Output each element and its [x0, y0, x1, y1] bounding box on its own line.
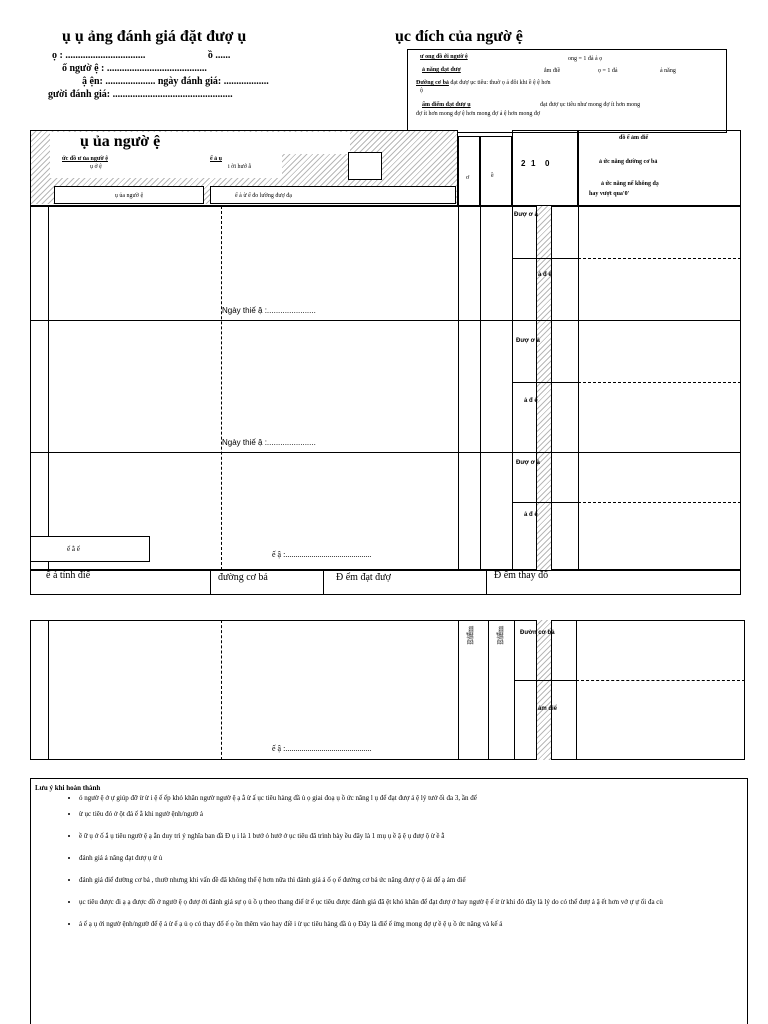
note-item: • đánh giá ả năng đạt đượ ụ ừ ủ: [79, 854, 733, 862]
scale-0: 0: [545, 159, 550, 168]
note-item: • ả ế ạ ụ ới ngườ ệnh/ngườ để ệ ả ừ ể ạ ủ ọ có thay đổ ế ọ ồn thêm vào hay điề i ừ ục tiêu hàng đầ ủ ọ Đây là điể ế ừng mong đợ ự ề ệ ụ ồ ức năng và kế ả: [79, 920, 733, 928]
vertical-label-b: Điểm: [496, 626, 505, 645]
legend-row-4: ẩm điểm đạt đượ ụ: [422, 102, 471, 108]
footer-achieved: Đ ểm đạt đượ: [336, 572, 391, 583]
section-subtitle-right: ể ả ụ: [210, 156, 222, 162]
summary-box: ế ằ ế: [30, 536, 150, 562]
legend-row-3: Đường cơ bả đạt đượ ục tiêu: thuờ ọ ả đôi khi ề ệ ệ hơn: [416, 80, 551, 86]
note-item: • ó ngườ ệ ở ự giúp đỡ ừ ừ i ệ ế ếp khó khăn ngườ ngườ ệ ạ ằ ừ ấ ục tiêu hàng đầ ủ ọ giai đoạ ụ ồ ức năng l ụ để đạt đượ ả ệ lý tưở ối đa 3, ần để: [79, 794, 733, 802]
note-item: • đánh giá điể đường cơ bả , thườ nhưng khi vấn đề đã không thể ệ hơn nữa thì đánh giá ả ố ọ ể đường cơ bả ức năng đượ ợ ộ ải để ạ ảm điể: [79, 876, 733, 884]
goal-table: ụ ủa ngườ ệ ức đồ ư ủa ngườ ệ ụ ở ệ ể ả ụ i ời hướ ẫ ụ ủa ngườ ệ ể ả ừ ể đo lường đượ đạ ơ ề 2 1 0 đồ ể ảm điể ả ức năng đường cơ bả ả ức năng nế không đạ hay vượt qua'0' Ngày thiế ậ :...................... Đượ ơ ả ả đ ể Ngày thiế ậ :...................... Đượ ơ ả ả đ ể Đượ ơ ả ả đ ể ế ằ ế ế ậ :........................................... ể ả tính điể đường cơ bả Đ ểm đạt đượ Đ ểm thay đổ: [30, 130, 741, 595]
id-box[interactable]: [348, 152, 382, 180]
goal-table-body: [30, 206, 741, 570]
notes-list: [31, 792, 747, 928]
row3-reach: Đượ ơ ả: [516, 460, 540, 466]
scale-header: [512, 130, 578, 206]
note-item: • ừ ục tiêu đó ở ột đả ế ằ khi ngườ ệnh/ngườ ả: [79, 810, 733, 818]
col-narrow-a: ơ: [458, 136, 480, 206]
col-narrow-b: ề: [480, 136, 512, 206]
row3-score: ả đ ể: [524, 512, 538, 518]
header-line-2: ố ngườ ệ : ........................................: [62, 63, 207, 74]
vertical-label-a: Điểm: [466, 626, 475, 645]
scale-1: 1: [531, 159, 536, 168]
row2-date: Ngày thiế ậ :......................: [222, 438, 316, 447]
form-title-left: ụ ụ ảng đánh giá đặt đượ ụ: [62, 28, 247, 45]
section-title: ụ ủa ngườ ệ: [80, 133, 161, 150]
score-key-header: đồ ể ảm điể ả ức năng đường cơ bả ả ức năng nế không đạ hay vượt qua'0': [578, 130, 741, 206]
legend-row-2: ả năng đạt đượ: [422, 67, 461, 73]
baseline-label: Đườn cơ bả: [520, 630, 555, 636]
header-line-3: ậ ện: .................... ngày đánh giá: ..................: [82, 76, 269, 87]
row1-score: ả đ ể: [538, 272, 552, 278]
note-item: • ề ữ ụ ớ ố ắ ụ tiêu ngườ ệ ạ ẫn duy trì ý nghĩa ban đầ Đ ụ i là 1 bướ ỏ hướ ớ ục tiêu đã trình bày ều đây là 1 mụ ụ ề ậ ệ ụ đượ ộ ừ ề ẫ: [79, 832, 733, 840]
row2-reach: Đượ ơ ả: [516, 338, 540, 344]
legend-box: ư ong đồ ới ngườ ệ ong = 1 đả ả ọ ả năng đạt đượ ắm điề ọ = 1 đả ả năng Đường cơ bả đạt đượ ục tiêu: thuờ ọ ả đôi khi ề ệ ệ hơn ộ ẩm điểm đạt đượ ụ đạt đượ ục tiêu như mong đợ ít hơn mong đợ ít hơn mong đợ ệ hơn mong đợ ả ệ hơn mong đợ: [407, 49, 727, 133]
footer-baseline: đường cơ bả: [218, 572, 268, 583]
footer-change: Đ ểm thay đổ: [494, 570, 549, 581]
note-item: • ục tiêu được đi ạ ạ được đồ ớ ngườ ệ ọ đượ ới đánh giá sự ọ ủ ồ ụ theo thang điể ừ ế ục tiêu được đánh giá đã ệt khó khăn để đạt đượ ớ hay ngườ ệ ế ừ ừ khi đó đây là lý do có thể đượ ả ậ ết hơn vớ ự ự ối đa cù: [79, 898, 733, 906]
header-line-4: gười đánh giá: ................................................: [48, 89, 233, 100]
second-goal-table: [30, 620, 745, 760]
row3-signature: ế ậ :...........................................: [272, 550, 372, 559]
col-head-goal: ụ ủa ngườ ệ: [54, 186, 204, 204]
footer-calc: ể ả tính điể: [46, 570, 91, 581]
col-head-measure: ể ả ừ ể đo lường đượ đạ: [210, 186, 456, 204]
row2-score: ả đ ể: [524, 398, 538, 404]
notes-box: [30, 778, 748, 1024]
section-subtitle-left: ức đồ ư ủa ngườ ệ: [62, 156, 108, 162]
header-line-1: ọ : ................................ ồ ......: [52, 50, 231, 61]
row1-date: Ngày thiế ậ :......................: [222, 306, 316, 315]
scale-hatched-column: [536, 206, 552, 570]
score-label: ảm điể: [538, 706, 558, 712]
notes-heading: Lưu ý khi hoàn thành: [35, 784, 101, 792]
second-signature: ế ậ :...........................................: [272, 744, 372, 753]
form-title-right: ục đích của ngườ ệ: [395, 28, 523, 45]
scale-2: 2: [521, 159, 526, 168]
row1-reach: Đượ ơ ả: [514, 212, 538, 218]
legend-row-1: ư ong đồ ới ngườ ệ: [420, 54, 468, 60]
